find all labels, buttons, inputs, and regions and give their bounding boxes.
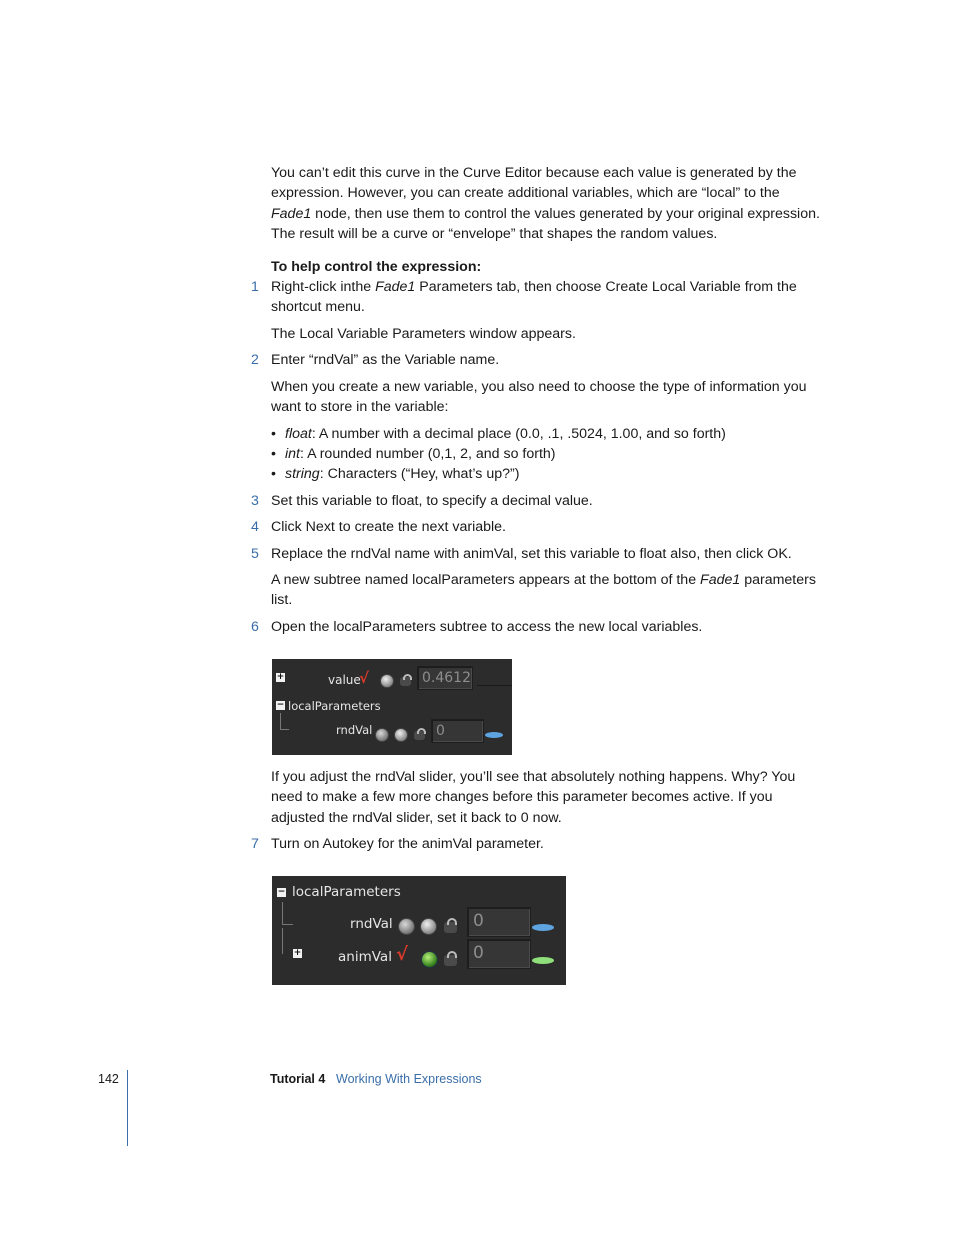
chapter-title: Working With Expressions xyxy=(336,1072,482,1086)
curve-icon[interactable]: √ xyxy=(396,944,409,965)
rndval-label: rndVal xyxy=(336,723,373,737)
value-label: value xyxy=(328,673,361,687)
collapse-icon[interactable]: − xyxy=(276,700,285,710)
clock-icon[interactable] xyxy=(375,728,389,742)
tree-branch xyxy=(282,902,293,925)
animval-label: animVal xyxy=(338,949,392,965)
step-1-text: Right-click inthe Fade1 Parameters tab, then choose Create Local Variable from the shortcut menu. xyxy=(271,279,797,316)
step-2-text: Enter “rndVal” as the Variable name. xyxy=(271,352,500,368)
clock-icon[interactable] xyxy=(398,918,415,935)
step-number: 4 xyxy=(251,519,259,535)
animval-field[interactable]: 0 xyxy=(467,939,531,969)
collapse-icon[interactable]: − xyxy=(277,887,286,897)
step-5-note: A new subtree named localParameters appears at the bottom of the Fade1 parameters list. xyxy=(271,572,816,609)
autokey-icon[interactable] xyxy=(421,951,438,968)
step-number: 7 xyxy=(251,836,259,852)
step-number: 5 xyxy=(251,546,259,562)
step-number: 3 xyxy=(251,493,259,509)
slider-track xyxy=(477,685,512,686)
slider-handle[interactable] xyxy=(485,732,503,738)
step-3-text: Set this variable to float, to specify a decimal value. xyxy=(271,493,593,509)
link-icon[interactable] xyxy=(380,674,394,688)
node-name: Fade1 xyxy=(271,205,312,222)
step-2-note: When you create a new variable, you also need to choose the type of information you want to store in the variable: xyxy=(271,379,807,416)
link-icon[interactable] xyxy=(420,918,437,935)
rndval-label: rndVal xyxy=(350,916,393,932)
tree-branch xyxy=(280,713,289,730)
lock-icon[interactable] xyxy=(414,731,425,740)
step-5-text: Replace the rndVal name with animVal, set this variable to float also, then click OK. xyxy=(271,546,792,562)
intro-paragraph: You can’t edit this curve in the Curve Editor because each value is generated by the expression. However, you can create additional variables, which are “local” to the Fade1 node, then use them to control the values generated by your original expression. The result will be a curve or “envelope” that shapes the random values. xyxy=(271,165,820,243)
bullet-string: • string: Characters (“Hey, what’s up?”) xyxy=(271,466,520,482)
explanation-paragraph: If you adjust the rndVal slider, you’ll see that absolutely nothing happens. Why? You need to make a few more changes before this parameter becomes active. If you adjusted the rndVal slider, set it back to 0 now. xyxy=(271,769,796,826)
link-icon[interactable] xyxy=(394,728,408,742)
page-number: 142 xyxy=(98,1072,119,1086)
bullet-int: • int: A rounded number (0,1, 2, and so forth) xyxy=(271,446,556,462)
parameters-panel-2 xyxy=(272,876,566,985)
procedure-heading: To help control the expression: xyxy=(271,259,482,275)
step-4-text: Click Next to create the next variable. xyxy=(271,519,506,535)
slider-handle[interactable] xyxy=(532,924,554,931)
slider-handle[interactable] xyxy=(532,957,554,964)
step-1-note: The Local Variable Parameters window appears. xyxy=(271,326,576,342)
lock-icon[interactable] xyxy=(444,922,457,933)
curve-icon[interactable]: √ xyxy=(359,669,370,687)
step-7-text: Turn on Autokey for the animVal parameter. xyxy=(271,836,544,852)
group-label: localParameters xyxy=(292,884,401,900)
lock-icon[interactable] xyxy=(444,955,457,966)
bullet-float: • float: A number with a decimal place (0.0, .1, .5024, 1.00, and so forth) xyxy=(271,426,726,442)
expand-icon[interactable]: + xyxy=(293,948,302,958)
step-number: 2 xyxy=(251,352,259,368)
tree-branch xyxy=(282,928,293,954)
step-number: 1 xyxy=(251,279,259,295)
step-number: 6 xyxy=(251,619,259,635)
step-6-text: Open the localParameters subtree to access the new local variables. xyxy=(271,619,703,635)
group-label: localParameters xyxy=(288,699,381,713)
lock-icon[interactable] xyxy=(400,677,411,686)
rndval-field[interactable]: 0 xyxy=(431,719,484,743)
parameters-panel-1 xyxy=(272,659,512,755)
value-field[interactable]: 0.4612 xyxy=(417,666,473,690)
chapter-label: Tutorial 4 xyxy=(270,1072,326,1086)
footer-rule xyxy=(127,1070,128,1146)
expand-icon[interactable]: + xyxy=(276,672,285,682)
value-row xyxy=(276,673,285,682)
rndval-field[interactable]: 0 xyxy=(467,907,531,937)
